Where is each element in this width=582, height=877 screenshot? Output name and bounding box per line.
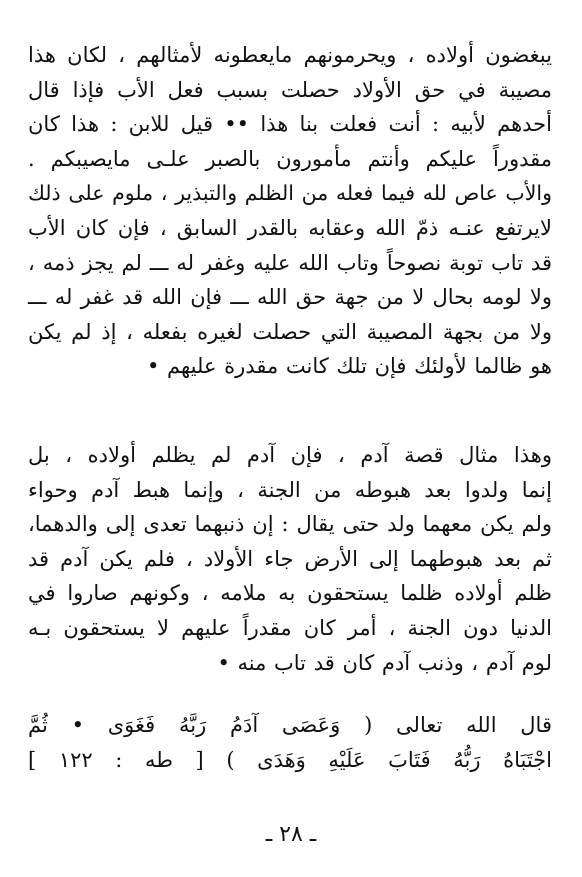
text-line: وهذا مثال قصة آدم ، فإن آدم لم يظلم أولاده ، بل [28,443,552,467]
text-line: مصيبة في حق الأولاد حصلت بسبب فعل الأب فإذا قال [28,77,552,102]
page-number: ـ ٢٨ ـ [265,822,317,847]
text-line: ظلم أولاده ظلما يستحقون به ملامه ، وكونهم صاروا في [28,581,552,606]
text-line: ثم بعد هبوطهما إلى الأرض جاء الأولاد ، فلم يكن آدم قد [28,546,552,571]
text-line: يبغضون أولاده ، ويحرمونهم مايعطونه لأمثالهم ، لكان هذا [28,43,552,67]
text-line: ولا من بجهة المصيبة التي حصلت لغيره بفعله ، إذ لم يكن [28,319,552,344]
text-line: والأب عاص لله فيما فعله من الظلم والتبذير ، ملوم على ذلك [28,181,552,206]
text-line: الدنيا دون الجنة ، أمر كان مقدراً عليهم لا يستحقون بـه [28,615,552,640]
text-line: ولا لومه بحال لا من جهة حق الله ـــ فإن الله قد غفر له ـــ [28,285,552,310]
paragraph-2 [28,438,552,680]
text-line: قد تاب توبة نصوحاً وتاب الله عليه وغفر له ـــ لم يجز ذمه ، [28,250,552,275]
text-line: مقدوراً عليكم وأنتم مأمورون بالصبر علـى مايصيبكم . [28,146,552,171]
text-line: قال الله تعالى ( وَعَصَى آدَمُ رَبَّهُ فَغَوَى • ثُمَّ [28,713,552,737]
text-line: ولم يكن معهما ولد حتى يقال : إن ذنبهما تعدى إلى والدهما، [28,512,552,537]
text-line: لوم آدم ، وذنب آدم كان قد تاب منه • [217,650,552,675]
quran-quote-paragraph [28,708,552,777]
text-line: هو ظالما لأولئك فإن تلك كانت مقدرة عليهم • [146,354,552,379]
text-line: إنما ولدوا بعد هبوطه من الجنة ، وإنما هبط آدم وحواء [28,477,552,502]
text-line: لايرتفع عنـه ذمّ الله وعقابه بالقدر السابق ، فإن كان الأب [28,215,552,240]
paragraph-1 [28,38,552,384]
text-line: اجْتَبَاهُ رَبُّهُ فَتَابَ عَلَيْهِ وَهَدَى ) [ طه : ١٢٢ ] [28,747,552,772]
text-line: أحدهم لأبيه : أنت فعلت بنا هذا •• قيل للابن : هذا كان [28,112,552,137]
